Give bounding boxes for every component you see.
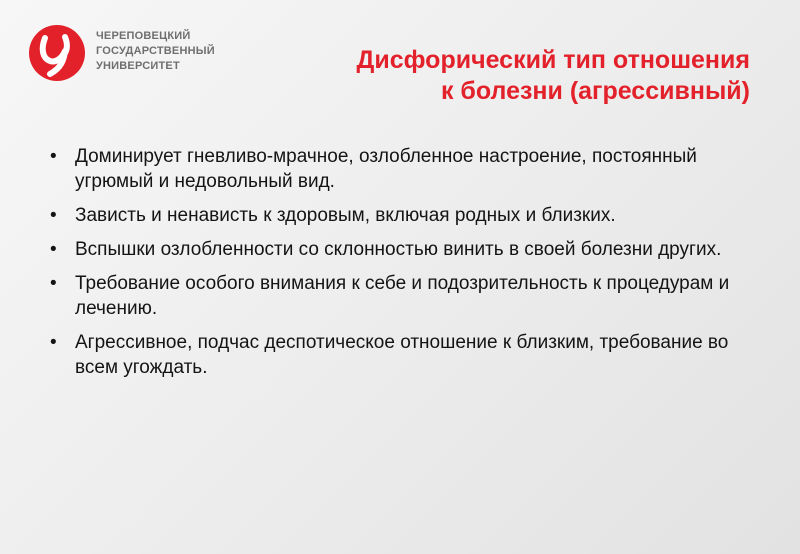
bullet-item bbox=[48, 203, 768, 228]
bullet-item bbox=[48, 330, 768, 380]
bullet-marker: • bbox=[50, 273, 57, 294]
bullet-text: Требование особого внимания к себе и подозрительность к процедурам и лечению. bbox=[75, 273, 730, 319]
slide-title-line-2: к болезни (агрессивный) bbox=[440, 77, 750, 105]
university-name-line-2: ГОСУДАРСТВЕННЫЙ bbox=[96, 45, 215, 57]
bullet-marker: • bbox=[50, 205, 57, 226]
bullet-item bbox=[48, 271, 768, 321]
university-name-line-3: УНИВЕРСИТЕТ bbox=[96, 60, 180, 72]
bullet-marker: • bbox=[50, 146, 57, 167]
bullet-text: Зависть и ненависть к здоровым, включая родных и близких. bbox=[75, 205, 616, 226]
bullet-text: Вспышки озлобленности со склонностью винить в своей болезни других. bbox=[75, 239, 722, 260]
bullet-text: Доминирует гневливо-мрачное, озлобленное настроение, постоянный угрюмый и недовольный вид. bbox=[75, 146, 697, 192]
bullet-list bbox=[48, 144, 768, 389]
university-logo-icon bbox=[28, 24, 86, 82]
slide-title-line-1: Дисфорический тип отношения bbox=[356, 46, 750, 74]
bullet-text: Агрессивное, подчас деспотическое отношение к близким, требование во всем угождать. bbox=[75, 332, 729, 378]
slide-title bbox=[190, 45, 750, 107]
bullet-marker: • bbox=[50, 239, 57, 260]
bullet-item bbox=[48, 237, 768, 262]
university-name-line-1: ЧЕРЕПОВЕЦКИЙ bbox=[96, 30, 191, 42]
bullet-item bbox=[48, 144, 768, 194]
bullet-marker: • bbox=[50, 332, 57, 353]
